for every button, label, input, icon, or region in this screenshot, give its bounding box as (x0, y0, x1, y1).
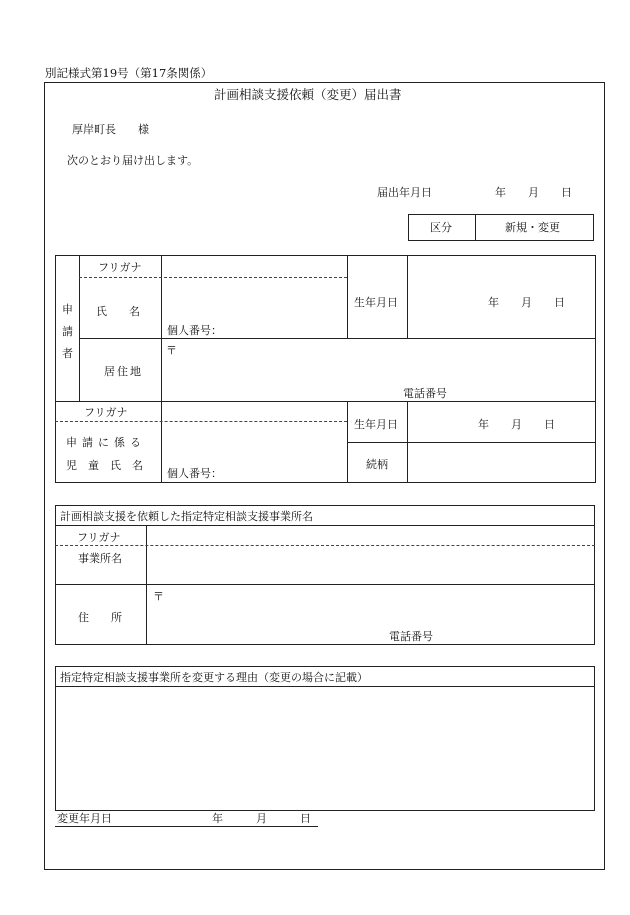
child-relation-input[interactable] (408, 443, 595, 482)
submit-date-units: 年 月 日 (495, 186, 572, 199)
child-personal-number-label: 個人番号： (167, 467, 222, 480)
applicant-address-label: 居住地 (104, 365, 143, 378)
page-title: 計画相談支援依頼（変更）届出書 (214, 87, 402, 102)
office-name-input[interactable] (147, 547, 594, 583)
applicant-section-char-3: 者 (62, 347, 73, 360)
child-birth-units: 年 月 日 (478, 418, 555, 431)
applicant-name-label: 氏 名 (96, 305, 140, 318)
child-name-input[interactable] (162, 423, 346, 465)
child-furigana-dash (55, 421, 347, 422)
office-address-input[interactable] (147, 585, 594, 644)
category-value[interactable]: 新規・変更 (505, 221, 560, 234)
office-postal-mark: 〒 (153, 590, 164, 603)
applicant-section-char-1: 申 (62, 303, 73, 316)
child-birth-input[interactable] (408, 402, 595, 441)
addressee: 厚岸町長 様 (72, 123, 149, 136)
office-furigana-label: フリガナ (77, 531, 121, 544)
applicant-name-input[interactable] (162, 279, 346, 321)
change-reason-input[interactable] (56, 687, 594, 810)
applicant-section-char-2: 請 (62, 325, 73, 338)
applicant-postal-mark: 〒 (166, 344, 177, 357)
submit-date-field[interactable] (440, 182, 590, 202)
category-divider (475, 214, 476, 241)
applicant-phone-label: 電話番号 (403, 387, 447, 400)
col-line-c (347, 255, 348, 338)
office-furigana-dash (55, 545, 595, 546)
applicant-address-input[interactable] (162, 339, 595, 400)
form-number: 別記様式第19号（第17条関係） (45, 66, 213, 80)
child-name-label-1: 申請に係る (66, 436, 146, 449)
applicant-furigana-label: フリガナ (98, 261, 142, 274)
change-date-label: 変更年月日 (57, 812, 112, 825)
child-birth-label: 生年月日 (354, 418, 398, 431)
office-address-label: 住 所 (78, 611, 122, 624)
change-date-input[interactable] (120, 808, 315, 826)
applicant-furigana-input[interactable] (162, 256, 346, 277)
submit-date-label: 届出年月日 (377, 186, 432, 199)
office-phone-label: 電話番号 (389, 630, 433, 643)
child-furigana-input[interactable] (162, 402, 346, 421)
office-furigana-input[interactable] (147, 526, 594, 545)
office-section-title: 計画相談支援を依頼した指定特定相談支援事業所名 (60, 510, 313, 523)
applicant-furigana-dash (79, 277, 347, 278)
category-label: 区分 (430, 221, 452, 234)
office-name-label: 事業所名 (78, 552, 122, 565)
child-relation-label: 続柄 (366, 458, 388, 471)
applicant-birth-label: 生年月日 (354, 296, 398, 309)
change-date-units: 年 月 日 (212, 812, 311, 825)
change-reason-title: 指定特定相談支援事業所を変更する理由（変更の場合に記載） (60, 671, 368, 684)
child-furigana-label: フリガナ (84, 406, 128, 419)
change-date-underline (55, 826, 318, 827)
applicant-birth-input[interactable] (408, 256, 595, 337)
applicant-personal-number-label: 個人番号： (167, 324, 222, 337)
applicant-birth-units: 年 月 日 (488, 296, 565, 309)
intro-text: 次のとおり届け出します。 (67, 154, 199, 167)
child-name-label-2: 児童氏名 (66, 459, 154, 472)
